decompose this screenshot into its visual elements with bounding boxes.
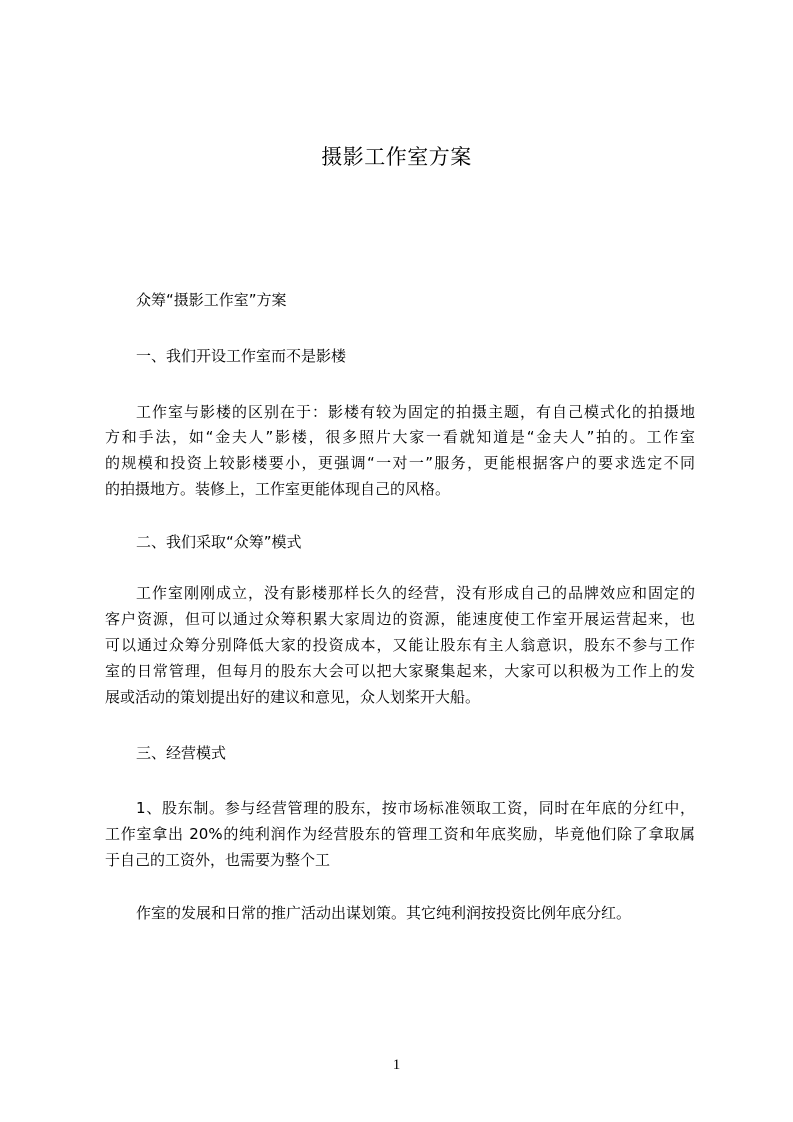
section-2-line-1: 工作室刚刚成立，没有影楼那样长久的经营，没有形成自己的品牌效应和固定的 bbox=[136, 584, 695, 602]
section-3-line-3: 于自己的工资外，也需要为整个工 bbox=[105, 851, 331, 869]
section-2-line-2: 客户资源，但可以通过众筹积累大家周边的资源，能速度使工作室开展运营起来，也 bbox=[105, 610, 695, 628]
section-1-line-3: 的规模和投资上较影楼要小，更强调“一对一”服务，更能根据客户的要求选定不同 bbox=[105, 454, 695, 472]
section-heading-1: 一、我们开设工作室而不是影楼 bbox=[136, 347, 347, 365]
section-3-line-2: 工作室拿出 20%的纯利润作为经营股东的管理工资和年底奖励，毕竟他们除了拿取属 bbox=[105, 825, 695, 843]
section-2-line-4: 室的日常管理，但每月的股东大会可以把大家聚集起来，大家可以积极为工作上的发 bbox=[105, 662, 695, 680]
section-2-line-3: 可以通过众筹分别降低大家的投资成本，又能让股东有主人翁意识，股东不参与工作 bbox=[105, 636, 695, 654]
section-3-line-1: 1、股东制。参与经营管理的股东，按市场标准领取工资，同时在年底的分红中， bbox=[136, 799, 695, 817]
section-3-continuation: 作室的发展和日常的推广活动出谋划策。其它纯利润按投资比例年底分红。 bbox=[136, 904, 632, 922]
section-2-line-5: 展或活动的策划提出好的建议和意见，众人划桨开大船。 bbox=[105, 688, 481, 706]
section-1-line-4: 的拍摄地方。装修上，工作室更能体现自己的风格。 bbox=[105, 480, 451, 498]
document-subtitle: 众筹“摄影工作室”方案 bbox=[136, 291, 287, 309]
section-1-line-2: 方和手法，如“金夫人”影楼，很多照片大家一看就知道是“金夫人”拍的。工作室 bbox=[105, 428, 695, 446]
section-heading-2: 二、我们采取“众筹”模式 bbox=[136, 533, 302, 551]
document-title: 摄影工作室方案 bbox=[321, 145, 472, 169]
section-1-line-1: 工作室与影楼的区别在于：影楼有较为固定的拍摄主题，有自己模式化的拍摄地 bbox=[136, 403, 695, 421]
section-heading-3: 三、经营模式 bbox=[136, 744, 227, 762]
page-number: 1 bbox=[392, 1057, 401, 1073]
